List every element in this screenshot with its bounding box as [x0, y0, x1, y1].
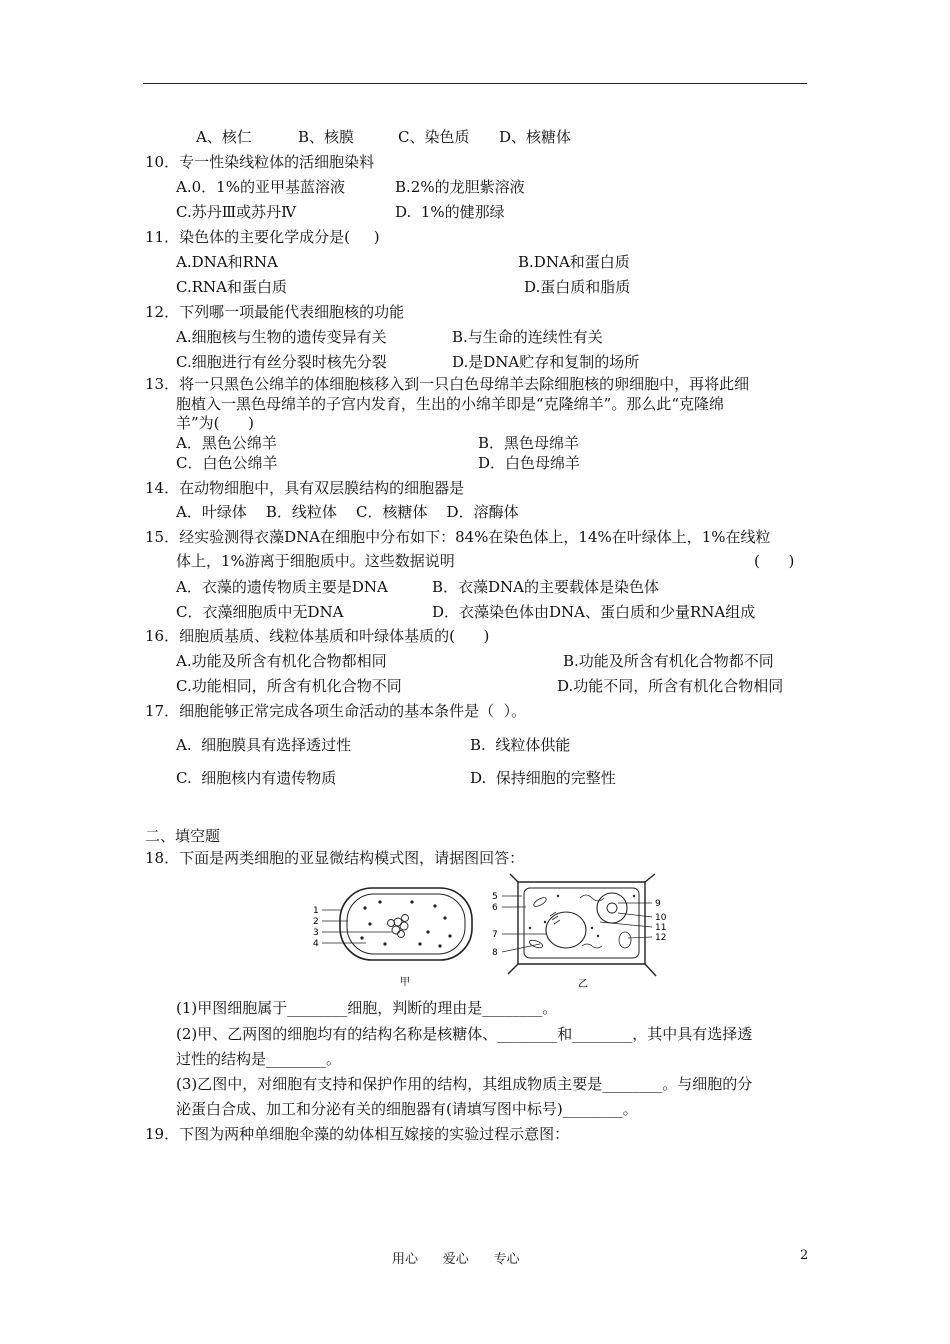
q15-line-2: 体上，1%游离于细胞质中。这些数据说明	[176, 552, 455, 570]
q15-option-a: A．衣藻的遗传物质主要是DNA	[176, 578, 388, 596]
fig-caption-yi: 乙	[578, 979, 588, 990]
q16-option-b: B.功能及所含有机化合物都不同	[563, 652, 774, 670]
q10-option-b: B.2%的龙胆紫溶液	[395, 178, 525, 196]
fig-yi-label-12: 12	[655, 933, 667, 943]
fig-jia-label-3: 3	[313, 928, 319, 938]
q18-part-3-line-1: (3)乙图中，对细胞有支持和保护作用的结构，其组成物质主要是________。与细胞的分	[176, 1075, 753, 1093]
q16-option-a: A.功能及所含有机化合物都相同	[176, 652, 387, 670]
fig-yi-label-8: 8	[492, 948, 498, 958]
fig-yi-label-5: 5	[492, 892, 498, 902]
fig-yi-label-7: 7	[492, 930, 498, 940]
q9-option-b: B、核膜	[298, 128, 355, 146]
q15-option-b: B．衣藻DNA的主要载体是染色体	[432, 578, 660, 596]
q15-option-c: C．衣藻细胞质中无DNA	[176, 603, 344, 621]
q11-option-d: D.蛋白质和脂质	[524, 278, 631, 296]
fig-yi-label-11: 11	[655, 923, 667, 933]
q12-option-b: B.与生命的连续性有关	[452, 328, 603, 346]
q13-line-1: 13．将一只黑色公绵羊的体细胞核移入到一只白色母绵羊去除细胞核的卵细胞中，再将此细	[145, 375, 750, 393]
section-heading: 二、填空题	[145, 827, 221, 845]
fig-jia-label-2: 2	[313, 917, 319, 927]
q13-option-d: D．白色母绵羊	[478, 454, 581, 472]
cell-structure-figure	[300, 872, 680, 992]
q17-option-a: A. 细胞膜具有选择透过性	[176, 736, 352, 754]
q12-option-c: C.细胞进行有丝分裂时核先分裂	[176, 353, 387, 371]
q16-option-c: C.功能相同，所含有机化合物不同	[176, 677, 402, 695]
header-rule	[143, 83, 807, 84]
q11-option-b: B.DNA和蛋白质	[518, 253, 630, 271]
q18-part-1: (1)甲图细胞属于________细胞，判断的理由是________。	[176, 999, 558, 1017]
figure-jia	[313, 888, 472, 988]
q19-stem: 19．下图为两种单细胞伞藻的幼体相互嫁接的实验过程示意图：	[145, 1125, 570, 1143]
q15-answer-bracket: ( )	[754, 552, 795, 570]
q17-stem: 17．细胞能够正常完成各项生命活动的基本条件是（ ）。	[145, 702, 527, 720]
q9-option-d: D、核糖体	[499, 128, 572, 146]
fig-jia-label-4: 4	[313, 939, 319, 949]
q11-stem: 11．染色体的主要化学成分是( )	[145, 228, 380, 246]
q15-option-d: D．衣藻染色体由DNA、蛋白质和少量RNA组成	[432, 603, 756, 621]
fig-yi-label-6: 6	[492, 903, 498, 913]
q16-stem: 16．细胞质基质、线粒体基质和叶绿体基质的( )	[145, 627, 490, 645]
q14-options: A．叶绿体 B．线粒体 C．核糖体 D．溶酶体	[176, 503, 519, 521]
fig-jia-label-1: 1	[313, 906, 319, 916]
page-footer: 用心 爱心 专心	[392, 1252, 520, 1267]
q16-option-d: D.功能不同，所含有机化合物相同	[557, 677, 784, 695]
q10-option-d: D. 1%的健那绿	[395, 203, 505, 221]
q11-option-a: A.DNA和RNA	[176, 253, 278, 271]
q13-line-2: 胞植入一黑色母绵羊的子宫内发育，生出的小绵羊即是“克隆绵羊”。那么此“克隆绵	[176, 395, 725, 413]
fig-yi-label-9: 9	[655, 899, 661, 909]
q17-option-b: B. 线粒体供能	[470, 736, 571, 754]
page-number: 2	[800, 1248, 809, 1263]
q9-option-c: C、染色质	[398, 128, 470, 146]
q12-option-a: A.细胞核与生物的遗传变异有关	[176, 328, 387, 346]
q13-line-3: 羊”为( )	[176, 414, 254, 432]
figure-yi	[492, 874, 667, 990]
q10-option-c: C.苏丹Ⅲ或苏丹Ⅳ	[176, 203, 297, 221]
fig-caption-jia: 甲	[400, 977, 410, 988]
q11-option-c: C.RNA和蛋白质	[176, 278, 287, 296]
q18-part-2-line-2: 过性的结构是________。	[176, 1050, 342, 1068]
fig-yi-label-10: 10	[655, 913, 667, 923]
q12-stem: 12．下列哪一项最能代表细胞核的功能	[145, 303, 405, 321]
q18-stem: 18．下面是两类细胞的亚显微结构模式图，请据图回答：	[145, 849, 525, 867]
q10-option-a: A.0．1%的亚甲基蓝溶液	[176, 178, 345, 196]
q13-option-c: C．白色公绵羊	[176, 454, 278, 472]
q15-line-1: 15．经实验测得衣藻DNA在细胞中分布如下：84%在染色体上，14%在叶绿体上，1%在线粒	[145, 528, 771, 546]
q10-stem: 10．专一性染线粒体的活细胞染料	[145, 153, 375, 171]
q9-option-a: A、核仁	[196, 128, 252, 146]
q18-part-2-line-1: (2)甲、乙两图的细胞均有的结构名称是核糖体、________和________，其中具有选择透	[176, 1025, 753, 1043]
q17-option-c: C. 细胞核内有遗传物质	[176, 769, 337, 787]
q18-part-3-line-2: 泌蛋白合成、加工和分泌有关的细胞器有(请填写图中标号)________。	[176, 1100, 638, 1118]
q14-stem: 14．在动物细胞中，具有双层膜结构的细胞器是	[145, 479, 465, 497]
q13-option-a: A．黑色公绵羊	[176, 434, 277, 452]
q12-option-d: D.是DNA贮存和复制的场所	[452, 353, 640, 371]
q17-option-d: D. 保持细胞的完整性	[470, 769, 616, 787]
q13-option-b: B．黑色母绵羊	[478, 434, 580, 452]
